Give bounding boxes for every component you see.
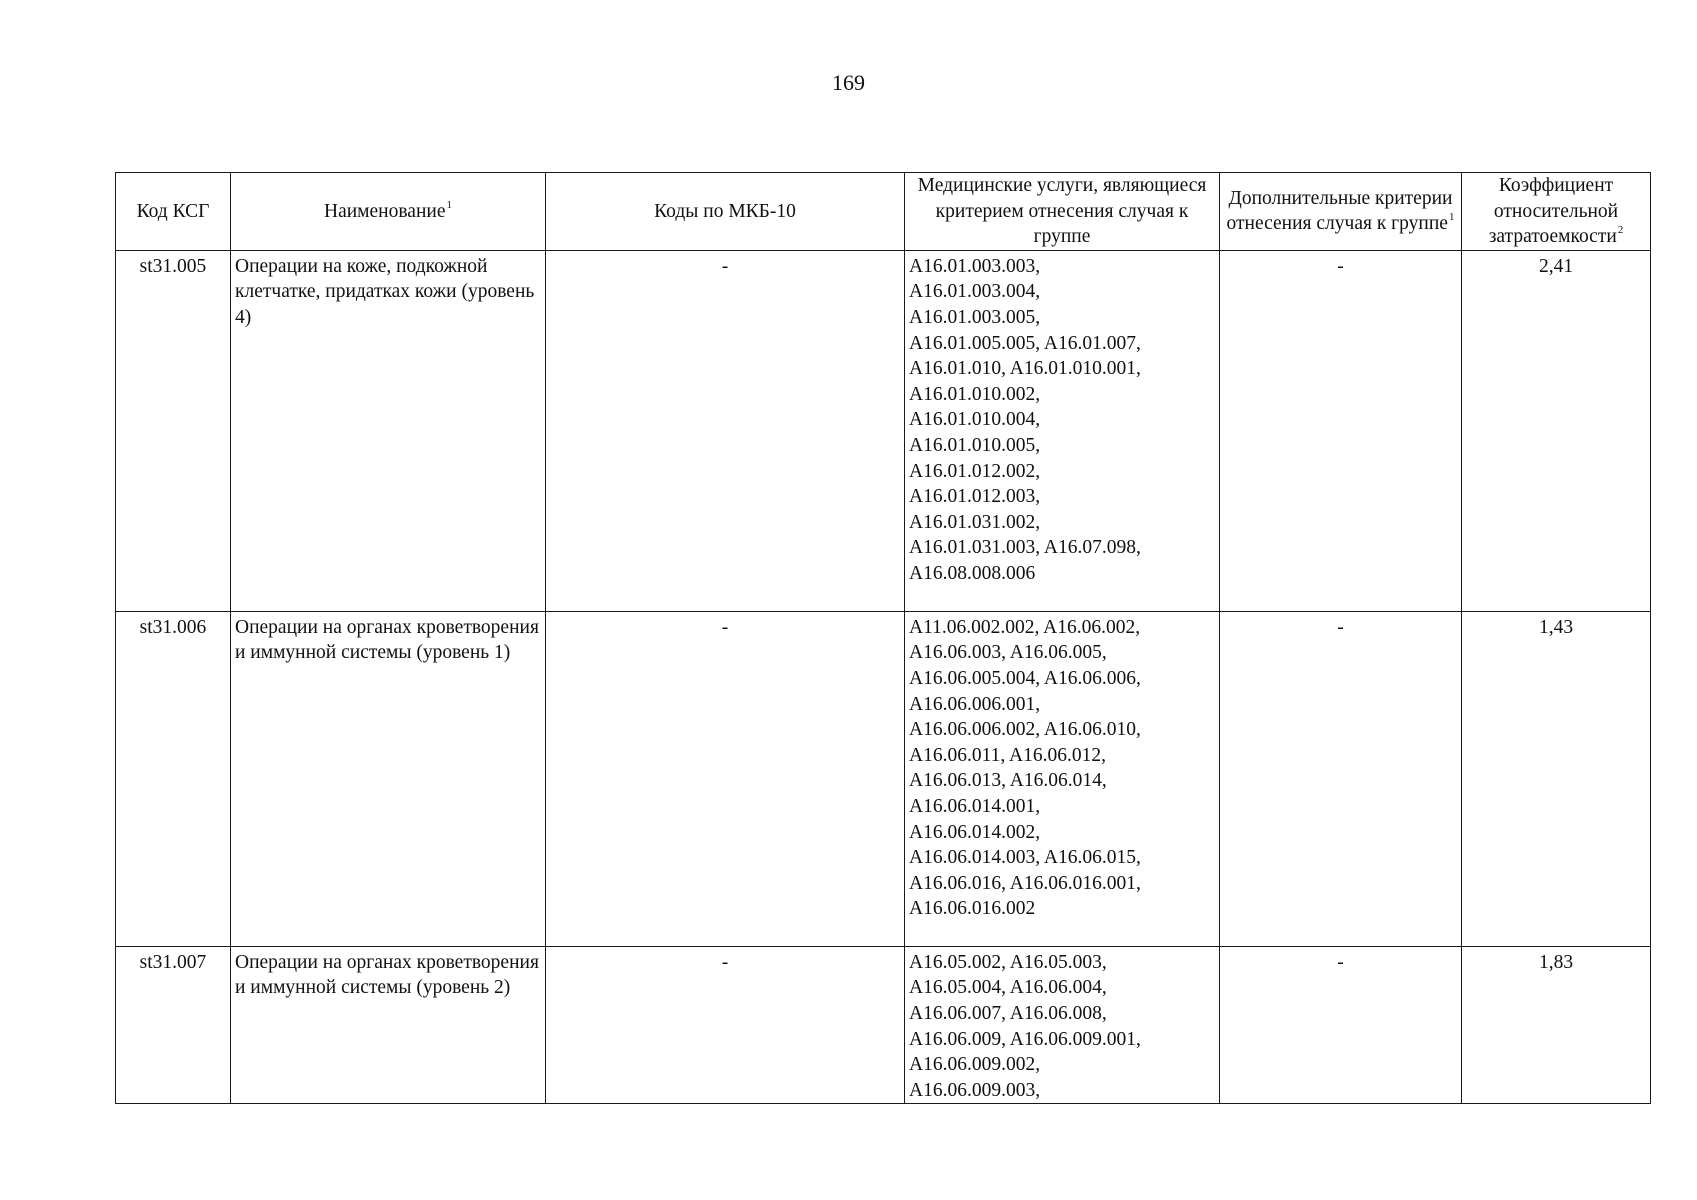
- header-coefficient-footnote: 2: [1617, 224, 1624, 237]
- header-code: Код КСГ: [116, 173, 231, 251]
- header-coefficient: [1462, 173, 1651, 251]
- header-criteria-text: Дополнительные критерии отнесения случая к группе: [1226, 187, 1453, 235]
- header-name-footnote: 1: [446, 198, 452, 211]
- cell-services: A16.05.002, A16.05.003, A16.05.004, A16.06.004, A16.06.007, A16.06.008, A16.06.009, A16.06.009.001, A16.06.009.002, A16.06.009.003,: [905, 946, 1220, 1104]
- header-services: Медицинские услуги, являющиеся критерием отнесения случая к группе: [905, 173, 1220, 251]
- cell-criteria: -: [1220, 250, 1462, 611]
- cell-name: Операции на органах кроветворения и иммунной системы (уровень 2): [231, 946, 546, 1104]
- header-criteria: [1220, 173, 1462, 251]
- ksg-table: [115, 172, 1651, 1104]
- cell-coefficient: 2,41: [1462, 250, 1651, 611]
- page-number: 169: [832, 70, 865, 95]
- cell-name: Операции на коже, подкожной клетчатке, придатках кожи (уровень 4): [231, 250, 546, 611]
- cell-code: st31.006: [116, 611, 231, 946]
- cell-icd-codes: -: [546, 611, 905, 946]
- cell-criteria: -: [1220, 946, 1462, 1104]
- header-coefficient-text: Коэффициент относительной затратоемкости: [1488, 175, 1619, 248]
- table-header-row: [116, 173, 1651, 251]
- table-row: [116, 946, 1651, 1104]
- cell-code: st31.007: [116, 946, 231, 1104]
- header-name-text: Наименование: [324, 200, 446, 222]
- cell-icd-codes: -: [546, 946, 905, 1104]
- header-criteria-footnote: 1: [1448, 211, 1455, 224]
- cell-coefficient: 1,83: [1462, 946, 1651, 1104]
- header-name: [231, 173, 546, 251]
- cell-icd-codes: -: [546, 250, 905, 611]
- cell-services: A16.01.003.003, A16.01.003.004, A16.01.003.005, A16.01.005.005, A16.01.007, A16.01.010, A16.01.010.001, A16.01.010.002, A16.01.010.004, A16.01.010.005, A16.01.012.002, A16.01.012.003, A16.01.031.002, A16.01.031.003, A16.07.098, A16.08.008.006: [905, 250, 1220, 611]
- cell-code: st31.005: [116, 250, 231, 611]
- cell-coefficient: 1,43: [1462, 611, 1651, 946]
- table-row: [116, 611, 1651, 946]
- table-row: [116, 250, 1651, 611]
- cell-criteria: -: [1220, 611, 1462, 946]
- cell-name: Операции на органах кроветворения и иммунной системы (уровень 1): [231, 611, 546, 946]
- header-icd-codes: Коды по МКБ-10: [546, 173, 905, 251]
- cell-services: A11.06.002.002, A16.06.002, A16.06.003, A16.06.005, A16.06.005.004, A16.06.006, A16.06.006.001, A16.06.006.002, A16.06.010, A16.06.011, A16.06.012, A16.06.013, A16.06.014, A16.06.014.001, A16.06.014.002, A16.06.014.003, A16.06.015, A16.06.016, A16.06.016.001, A16.06.016.002: [905, 611, 1220, 946]
